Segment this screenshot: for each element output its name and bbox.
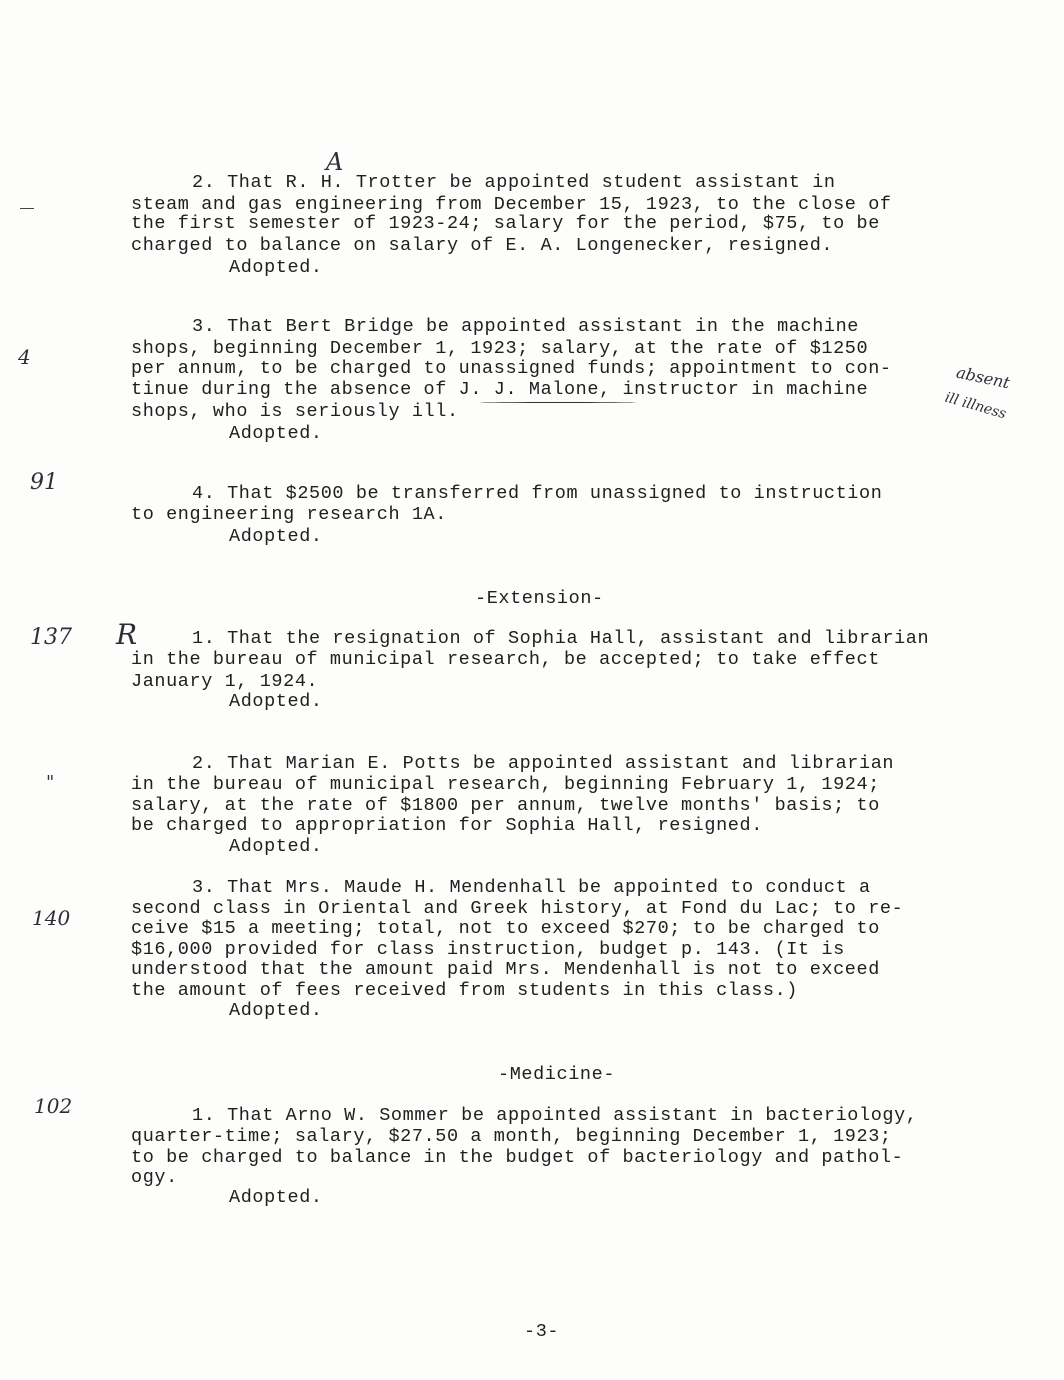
handwritten-underline <box>480 402 636 403</box>
item-text-line: salary, at the rate of $1800 per annum, twelve months' basis; to <box>131 795 880 816</box>
item-text-line: 1. That the resignation of Sophia Hall, assistant and librarian <box>192 628 930 649</box>
item-text-line: steam and gas engineering from December 15, 1923, to the close of <box>131 194 892 215</box>
handwritten-initial-a: A <box>326 148 344 176</box>
item-text-line: charged to balance on salary of E. A. Longenecker, resigned. <box>131 235 834 256</box>
section-heading-medicine: -Medicine- <box>498 1064 616 1085</box>
margin-side-note: ill illness <box>943 389 1008 423</box>
adopted-label: Adopted. <box>229 1000 323 1021</box>
page-number: -3- <box>524 1321 560 1342</box>
item-text-line: the first semester of 1923-24; salary for the period, $75, to be <box>131 213 880 234</box>
margin-dash <box>20 208 34 209</box>
margin-note: 91 <box>30 470 58 495</box>
adopted-label: Adopted. <box>229 836 323 857</box>
item-text-line: to be charged to balance in the budget of bacteriology and pathol- <box>131 1147 904 1168</box>
item-text-line: in the bureau of municipal research, be accepted; to take effect <box>131 649 880 670</box>
item-text-line: 2. That R. H. Trotter be appointed student assistant in <box>192 172 836 193</box>
item-text-line: $16,000 provided for class instruction, budget p. 143. (It is <box>131 939 845 960</box>
item-text-line: 4. That $2500 be transferred from unassigned to instruction <box>192 483 883 504</box>
margin-note: 137 <box>30 625 72 650</box>
adopted-label: Adopted. <box>229 691 323 712</box>
item-text-line: 1. That Arno W. Sommer be appointed assistant in bacteriology, <box>192 1105 918 1126</box>
margin-note: 140 <box>32 906 71 930</box>
adopted-label: Adopted. <box>229 526 323 547</box>
item-text-line: second class in Oriental and Greek history, at Fond du Lac; to re- <box>131 898 904 919</box>
item-text-line: 3. That Bert Bridge be appointed assistant in the machine <box>192 316 860 337</box>
item-text-line: tinue during the absence of J. J. Malone, instructor in machine <box>131 379 869 400</box>
item-text-line: January 1, 1924. <box>131 671 319 692</box>
section-heading-extension: -Extension- <box>475 588 604 609</box>
item-text-line: quarter-time; salary, $27.50 a month, beginning December 1, 1923; <box>131 1126 892 1147</box>
margin-note: 102 <box>34 1094 73 1118</box>
item-text-line: shops, beginning December 1, 1923; salary, at the rate of $1250 <box>131 338 869 359</box>
item-text-line: ceive $15 a meeting; total, not to exceed $270; to be charged to <box>131 918 880 939</box>
item-text-line: be charged to appropriation for Sophia Hall, resigned. <box>131 815 763 836</box>
item-text-line: understood that the amount paid Mrs. Mendenhall is not to exceed <box>131 959 880 980</box>
item-text-line: 3. That Mrs. Maude H. Mendenhall be appointed to conduct a <box>192 877 871 898</box>
item-text-line: to engineering research 1A. <box>131 504 447 525</box>
margin-note: " <box>46 772 55 793</box>
adopted-label: Adopted. <box>229 423 323 444</box>
item-text-line: per annum, to be charged to unassigned funds; appointment to con- <box>131 358 892 379</box>
handwritten-mark-r: R <box>116 618 138 651</box>
margin-side-note: absent <box>954 362 1012 393</box>
item-text-line: ogy. <box>131 1167 178 1188</box>
item-text-line: 2. That Marian E. Potts be appointed assistant and librarian <box>192 753 895 774</box>
adopted-label: Adopted. <box>229 257 323 278</box>
adopted-label: Adopted. <box>229 1187 323 1208</box>
item-text-line: the amount of fees received from students in this class.) <box>131 980 799 1001</box>
item-text-line: in the bureau of municipal research, beginning February 1, 1924; <box>131 774 880 795</box>
item-text-line: shops, who is seriously ill. <box>131 401 459 422</box>
margin-note: 4 <box>18 345 31 369</box>
